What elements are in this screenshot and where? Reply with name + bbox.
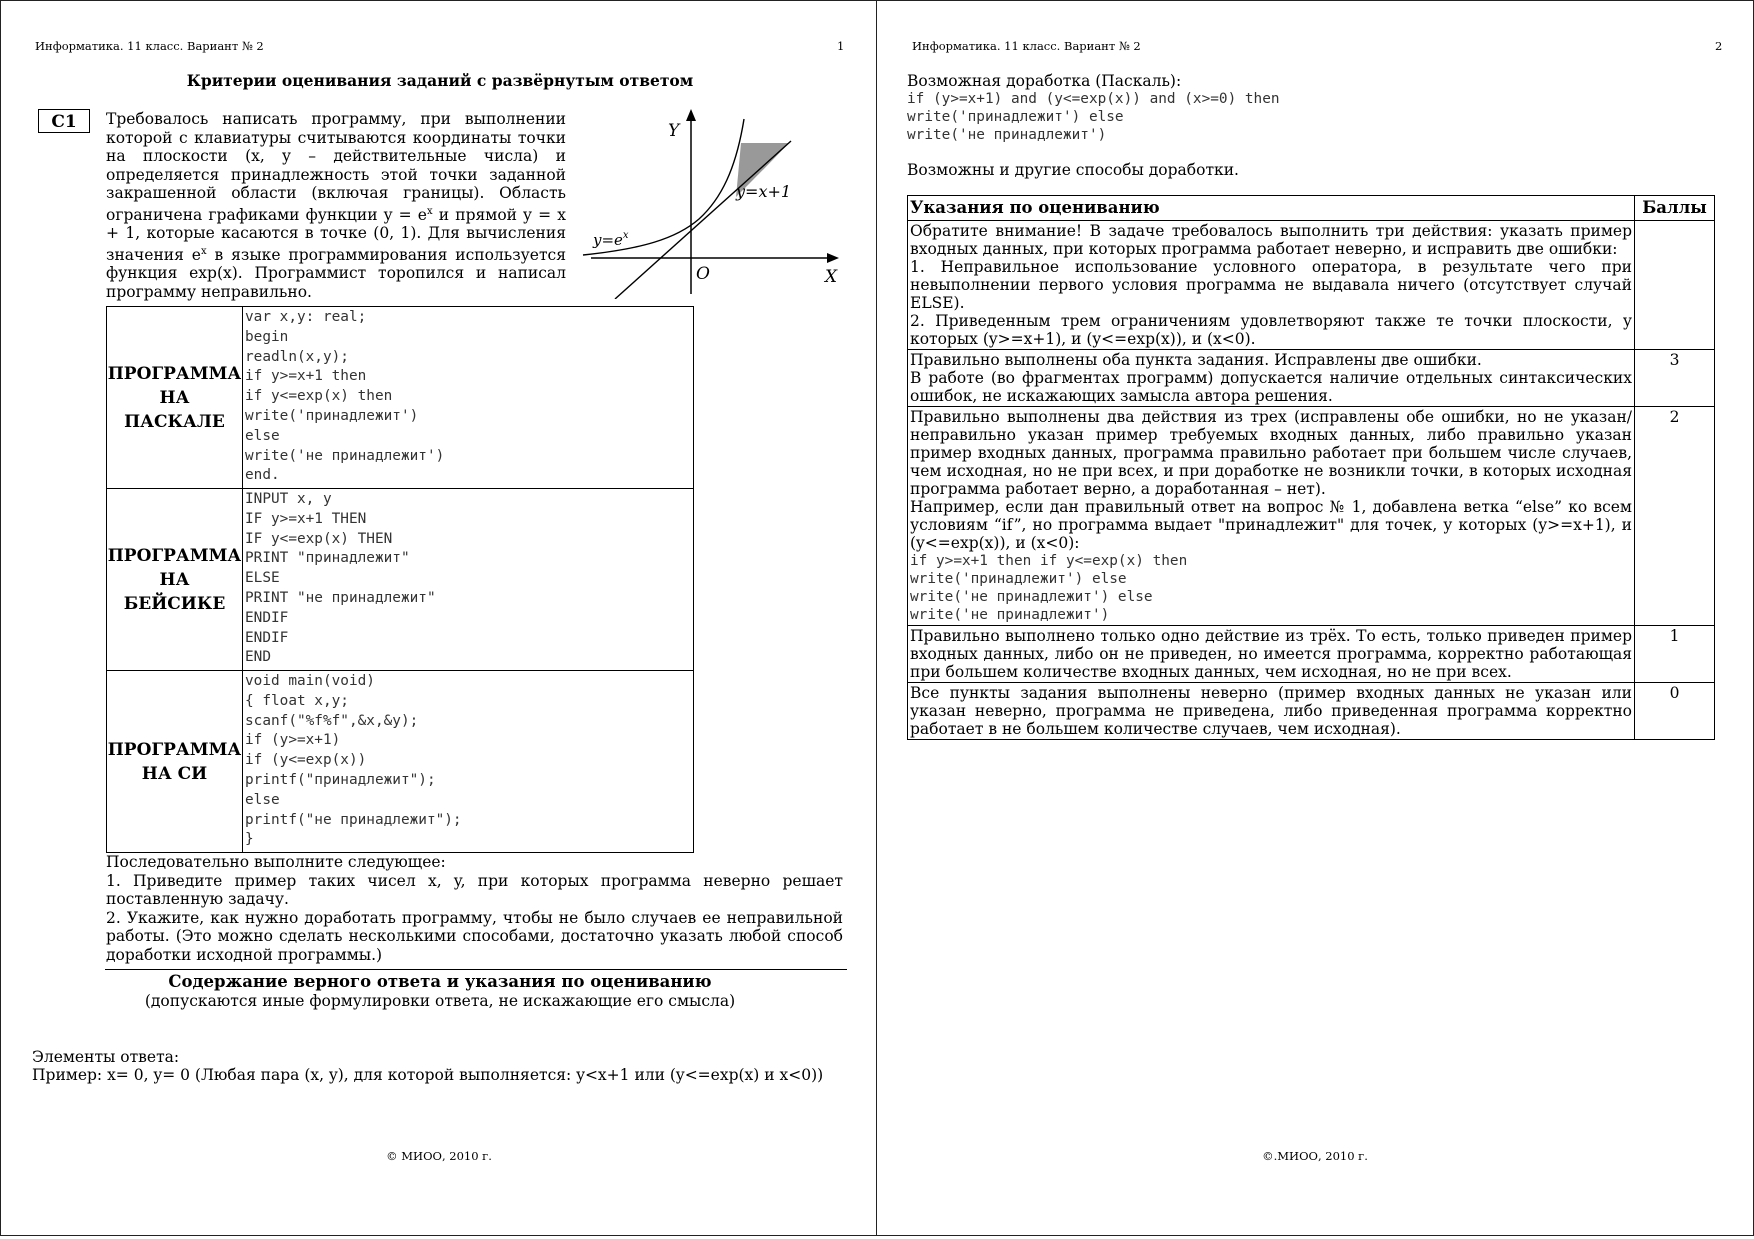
grading-row: Обратите внимание! В задаче требовалось выполнить три действия: указать пример входных данных, при которых программа работает неверно, и исправить две ошибки: 1. Неправильное использование условного оператора, в результате чего при невыполнении первого условия программа не выдавала ничего (отсутствует случай ELSE). 2. Приведенным трем ограничениям удовлетворяют также те точки плоскости, у которых (y>=x+1), и (y<=exp(x)), и (x<0). [908,221,1715,350]
task-line: Последовательно выполните следующее: [106,853,446,871]
axis-y-label: Y [668,121,680,141]
axis-x-label: X [825,267,838,287]
program-code: INPUT x, y IF y>=x+1 THEN IF y<=exp(x) THEN PRINT "принадлежит" ELSE PRINT "не принадлежит" ENDIF ENDIF END [243,489,694,671]
divider [105,969,847,970]
grading-row: Правильно выполнены два действия из трех (исправлены обе ошибки, но не указан/неправильно указан пример требуемых входных данных, либо правильно указан пример входных данных, программа правильно работает при большем числе случаев, чем исходная, но не при всех, и при доработке не возникли точки, в которых исходная программа работает верно, а доработанная – нет). Например, если дан правильный ответ на вопрос № 1, добавлена ветка “else” ко всем условиям “if”, но программа выдает "принадлежит" для точек, у которых (y>=x+1), и (y<=exp(x)), и (x<0): if y>=x+1 then if y<=exp(x) then write('принадлежит') else write('не принадлежит') else write('не принадлежит') 2 [908,407,1715,626]
program-code: var x,y: real; begin readln(x,y); if y>=x+1 then if y<=exp(x) then write('принадлежит') else write('не принадлежит') end. [243,307,694,489]
task-line: 1. Приведите пример таких чисел x, y, при которых программа неверно решает поставленную задачу. [106,871,843,908]
page-header: Информатика. 11 класс. Вариант № 2 [912,39,1141,53]
elements-text: Пример: x= 0, y= 0 (Любая пара (x, y), для которой выполняется: y<x+1 или (y<=exp(x) и x<0)) [32,1066,824,1084]
grading-row: Все пункты задания выполнены неверно (пример входных данных не указан или указан неверно, программа не приведена, либо приведенная программа корректно работает в не большем количестве случаев, чем исходная). 0 [908,683,1715,740]
fix-code: if (y>=x+1) and (y<=exp(x)) and (x>=0) then write('принадлежит') else write('не принадлежит') [907,91,1280,143]
page-footer: © МИОО, 2010 г. [386,1149,492,1163]
task-instructions [106,853,843,964]
line-label: y=x+1 [736,182,792,201]
function-graph [581,109,851,299]
task-id-box: C1 [38,109,90,133]
grading-header-points: Баллы [1635,196,1715,221]
page-1 [0,0,878,1236]
grading-table [907,195,1715,740]
programs-table [106,306,694,853]
program-label: ПРОГРАММА НА БЕЙСИКЕ [107,489,243,671]
program-label: ПРОГРАММА НА СИ [107,671,243,853]
answer-section-title: Содержание верного ответа и указания по оцениванию (допускаются иные формулировки ответа, не искажающие его смысла) [144,972,736,1010]
program-label: ПРОГРАММА НА ПАСКАЛЕ [107,307,243,489]
program-row-c [107,671,694,853]
page-footer: ©.МИОО, 2010 г. [1262,1149,1368,1163]
task-line: 2. Укажите, как нужно доработать программу, чтобы не было случаев ее неправильной работы. (Это можно сделать несколькими способами, достаточно указать любой способ доработки исходной программы.) [106,908,843,964]
grading-header-row [908,196,1715,221]
fix-title: Возможная доработка (Паскаль): [907,72,1182,90]
other-ways-note: Возможны и другие способы доработки. [907,161,1239,179]
grading-header-desc: Указания по оцениванию [908,196,1635,221]
elements-title: Элементы ответа: [32,1048,180,1066]
program-code: void main(void) { float x,y; scanf("%f%f",&x,&y); if (y>=x+1) if (y<=exp(x)) printf("принадлежит"); else printf("не принадлежит"); } [243,671,694,853]
page-number: 1 [837,39,845,53]
page-number: 2 [1715,39,1723,53]
origin-label: O [696,264,710,284]
grading-row: Правильно выполнены оба пункта задания. Исправлены две ошибки. В работе (во фрагментах программ) допускается наличие отдельных синтаксических ошибок, не искажающих замысла автора решения. 3 [908,350,1715,407]
task-intro: Требовалось написать программу, при выполнении которой с клавиатуры считываются координаты точки на плоскости (x, y – действительные числа) и определяется принадлежность этой точки заданной закрашенной области (включая границы). Область ограничена графиками функции $y = e^x$ и прямой y = x + 1, которые касаются в точке (0, 1). Для вычисления значения $e^x$ в языке программирования используется функция exp(x). Программист торопился и написал программу неправильно. [106,110,566,301]
page-title: Критерии оценивания заданий с развёрнутым ответом [186,71,694,90]
program-row-pascal [107,307,694,489]
grading-row: Правильно выполнено только одно действие из трёх. То есть, только приведен пример входных данных, либо он не приведен, но имеется программа, корректно работающая при большем количестве входных данных, чем исходная, но не при всех. 1 [908,626,1715,683]
program-row-basic [107,489,694,671]
answer-elements [32,1048,848,1084]
exp-label: $y=e^x$ [593,230,629,249]
page-header: Информатика. 11 класс. Вариант № 2 [35,39,264,53]
